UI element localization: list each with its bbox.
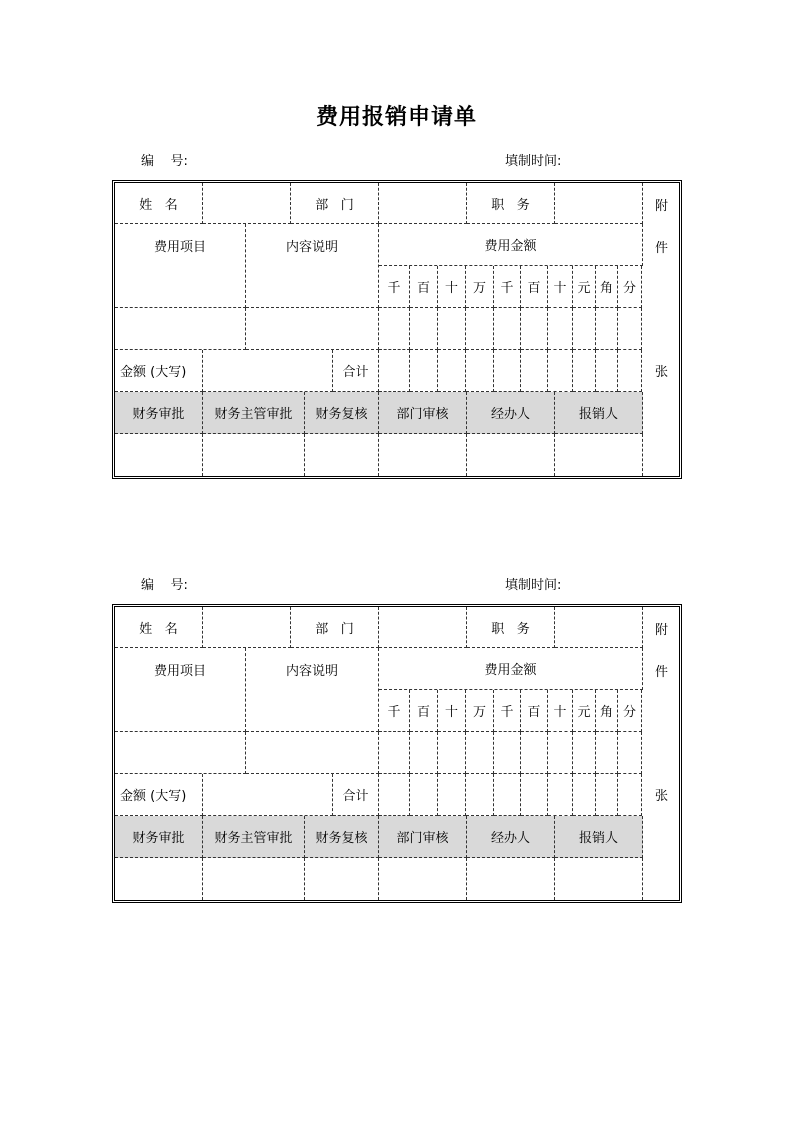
total-digit-cell[interactable] — [521, 774, 548, 816]
name-field[interactable] — [203, 183, 291, 224]
total-digit-cell[interactable] — [438, 350, 466, 392]
name-label: 姓 名 — [115, 183, 203, 224]
signature-cell[interactable] — [467, 434, 555, 476]
digit-cell[interactable] — [379, 308, 410, 350]
attachment-label: 件 — [654, 665, 668, 680]
number-label: 编 号: — [141, 578, 188, 593]
signature-cell[interactable] — [379, 858, 467, 900]
digit-header: 元 — [573, 690, 596, 732]
digit-cell[interactable] — [573, 732, 596, 774]
signature-cell[interactable] — [203, 858, 305, 900]
description-header: 内容说明 — [246, 224, 379, 308]
signature-cell[interactable] — [203, 434, 305, 476]
digit-header: 角 — [596, 266, 618, 308]
approval-header: 财务审批 — [115, 392, 203, 434]
total-digit-cell[interactable] — [466, 350, 494, 392]
digit-header: 十 — [548, 690, 573, 732]
expense-item-header: 费用项目 — [115, 648, 246, 732]
number-label: 编 号: — [141, 154, 188, 169]
amount-words-field[interactable] — [203, 350, 333, 392]
signature-cell[interactable] — [379, 434, 467, 476]
total-digit-cell[interactable] — [596, 774, 618, 816]
total-digit-cell[interactable] — [494, 774, 521, 816]
amount-header: 费用金额 — [379, 224, 643, 266]
approval-header: 财务审批 — [115, 816, 203, 858]
signature-cell[interactable] — [555, 858, 643, 900]
total-digit-cell[interactable] — [466, 774, 494, 816]
digit-cell[interactable] — [596, 308, 618, 350]
attachment-label: 附 — [654, 199, 668, 214]
amount-words-label: 金额 (大写) — [115, 774, 203, 816]
total-digit-cell[interactable] — [573, 774, 596, 816]
digit-header: 十 — [548, 266, 573, 308]
signature-cell[interactable] — [305, 434, 379, 476]
total-digit-cell[interactable] — [438, 774, 466, 816]
amount-words-label: 金额 (大写) — [115, 350, 203, 392]
approval-header: 经办人 — [467, 816, 555, 858]
digit-cell[interactable] — [618, 308, 642, 350]
digit-header: 千 — [494, 266, 521, 308]
position-field[interactable] — [555, 607, 643, 648]
total-digit-cell[interactable] — [573, 350, 596, 392]
digit-cell[interactable] — [596, 732, 618, 774]
approval-header: 财务主管审批 — [203, 392, 305, 434]
description-field[interactable] — [246, 732, 379, 774]
total-digit-cell[interactable] — [618, 350, 642, 392]
digit-header: 分 — [618, 266, 642, 308]
dept-label: 部 门 — [291, 607, 379, 648]
fill-date-label: 填制时间: — [505, 154, 562, 169]
expense-form-2 — [112, 604, 682, 903]
description-header: 内容说明 — [246, 648, 379, 732]
expense-form-1 — [112, 180, 682, 479]
total-label: 合计 — [333, 350, 379, 392]
digit-header: 百 — [410, 266, 438, 308]
expense-item-field[interactable] — [115, 308, 246, 350]
attachment-label: 附 — [654, 623, 668, 638]
position-label: 职 务 — [467, 183, 555, 224]
digit-cell[interactable] — [466, 308, 494, 350]
digit-cell[interactable] — [438, 732, 466, 774]
approval-header: 报销人 — [555, 392, 643, 434]
approval-header: 报销人 — [555, 816, 643, 858]
signature-cell[interactable] — [115, 434, 203, 476]
total-digit-cell[interactable] — [618, 774, 642, 816]
digit-cell[interactable] — [494, 308, 521, 350]
signature-cell[interactable] — [115, 858, 203, 900]
digit-cell[interactable] — [410, 308, 438, 350]
amount-words-field[interactable] — [203, 774, 333, 816]
total-digit-cell[interactable] — [548, 350, 573, 392]
total-label: 合计 — [333, 774, 379, 816]
amount-header: 费用金额 — [379, 648, 643, 690]
digit-cell[interactable] — [548, 308, 573, 350]
digit-cell[interactable] — [521, 732, 548, 774]
name-label: 姓 名 — [115, 607, 203, 648]
digit-header: 分 — [618, 690, 642, 732]
total-digit-cell[interactable] — [410, 350, 438, 392]
attachment-label: 张 — [654, 365, 668, 380]
name-field[interactable] — [203, 607, 291, 648]
digit-header: 十 — [438, 266, 466, 308]
position-label: 职 务 — [467, 607, 555, 648]
digit-cell[interactable] — [618, 732, 642, 774]
digit-cell[interactable] — [494, 732, 521, 774]
digit-header: 百 — [521, 266, 548, 308]
approval-header: 部门审核 — [379, 816, 467, 858]
signature-cell[interactable] — [467, 858, 555, 900]
digit-cell[interactable] — [548, 732, 573, 774]
digit-cell[interactable] — [466, 732, 494, 774]
digit-cell[interactable] — [573, 308, 596, 350]
attachment-column — [643, 607, 680, 900]
digit-header: 万 — [466, 690, 494, 732]
attachment-label: 张 — [654, 789, 668, 804]
total-digit-cell[interactable] — [596, 350, 618, 392]
digit-header: 百 — [521, 690, 548, 732]
total-digit-cell[interactable] — [494, 350, 521, 392]
approval-header: 财务复核 — [305, 392, 379, 434]
digit-cell[interactable] — [410, 732, 438, 774]
dept-label: 部 门 — [291, 183, 379, 224]
approval-header: 经办人 — [467, 392, 555, 434]
digit-header: 十 — [438, 690, 466, 732]
total-digit-cell[interactable] — [521, 350, 548, 392]
total-digit-cell[interactable] — [410, 774, 438, 816]
approval-header: 部门审核 — [379, 392, 467, 434]
description-field[interactable] — [246, 308, 379, 350]
digit-cell[interactable] — [438, 308, 466, 350]
total-digit-cell[interactable] — [548, 774, 573, 816]
approval-header: 财务主管审批 — [203, 816, 305, 858]
dept-field[interactable] — [379, 183, 467, 224]
digit-cell[interactable] — [521, 308, 548, 350]
approval-header: 财务复核 — [305, 816, 379, 858]
digit-header: 千 — [494, 690, 521, 732]
dept-field[interactable] — [379, 607, 467, 648]
attachment-column — [643, 183, 680, 476]
signature-cell[interactable] — [555, 434, 643, 476]
attachment-label: 件 — [654, 241, 668, 256]
total-digit-cell[interactable] — [379, 350, 410, 392]
digit-header: 千 — [379, 266, 410, 308]
expense-item-header: 费用项目 — [115, 224, 246, 308]
digit-header: 千 — [379, 690, 410, 732]
digit-header: 万 — [466, 266, 494, 308]
position-field[interactable] — [555, 183, 643, 224]
total-digit-cell[interactable] — [379, 774, 410, 816]
digit-header: 角 — [596, 690, 618, 732]
expense-item-field[interactable] — [115, 732, 246, 774]
signature-cell[interactable] — [305, 858, 379, 900]
digit-cell[interactable] — [379, 732, 410, 774]
digit-header: 百 — [410, 690, 438, 732]
page-title: 费用报销申请单 — [315, 105, 477, 130]
fill-date-label: 填制时间: — [505, 578, 562, 593]
digit-header: 元 — [573, 266, 596, 308]
